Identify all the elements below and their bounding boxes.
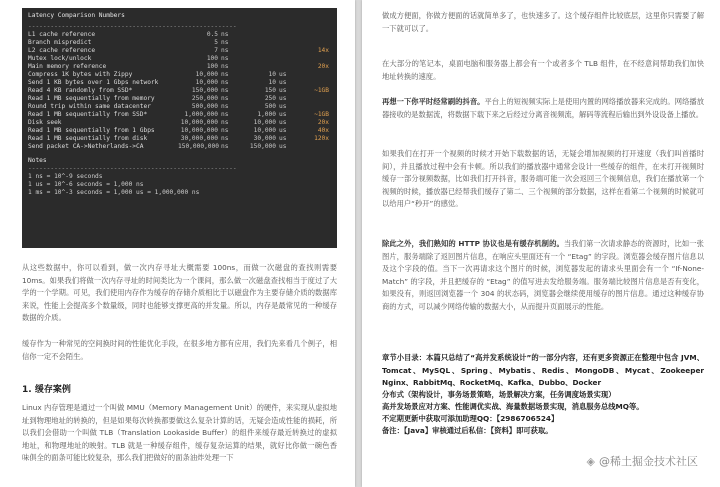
latency-ns-value: 0.5	[206, 31, 218, 38]
watermark	[587, 453, 698, 469]
latency-note	[293, 39, 329, 47]
latency-label: Round trip within same datacenter	[28, 103, 151, 110]
latency-ns-unit: ns	[221, 135, 229, 142]
latency-us-value: 150	[264, 87, 276, 94]
latency-note	[293, 143, 329, 151]
latency-us-unit: us	[279, 79, 287, 86]
latency-ns-unit: ns	[221, 47, 229, 54]
latency-us-unit: us	[279, 119, 287, 126]
notes-title: Notes	[28, 157, 47, 164]
latency-label: Main memory reference	[28, 63, 107, 70]
right-paragraph-8: 高并发场景应对方案、性能调优实战、海量数据场景实现，消息服务总线MQ等。	[382, 402, 644, 411]
latency-us-unit: us	[279, 71, 287, 78]
latency-label: Mutex lock/unlock	[28, 55, 92, 62]
section-heading: 1. 缓存案例	[22, 385, 71, 395]
right-paragraph-5	[382, 238, 704, 313]
latency-ns-value: 150,000	[191, 87, 218, 94]
latency-us-value	[241, 31, 276, 39]
latency-ns-value: 10,000,000	[180, 119, 218, 126]
latency-us-unit: us	[279, 95, 287, 102]
latency-ns-value: 100	[206, 63, 218, 70]
http-text: 当我们第一次请求静态的资源时，比如一张图片，服务端除了返回图片信息，在响应头里面还有一个 “Etag” 的字段。浏览器会缓存图片信息以及这个字段的值。当下一次再请求这个图片的时候，浏览器发起的请求头里面会有一个 “If-None-Match” 的字段，并且把缓存的 “Etag” 的值写进去发给服务端。服务端比较图片信息是否有变化，如果没有，则返回浏览器一个 304 的状态码，浏览器会继续使用缓存的图片信息。通过这种缓存协商的方式，可以减少网络传输的数据大小，从而提升页面展示的性能。	[382, 239, 704, 311]
latency-ns-value: 250,000	[191, 95, 218, 102]
latency-note: ~1GB	[314, 111, 329, 118]
right-paragraph-3	[382, 96, 704, 121]
latency-us-value	[241, 47, 276, 55]
latency-us-unit: us	[279, 111, 287, 118]
latency-ns-unit: ns	[221, 79, 229, 86]
latency-ns-value: 500,000	[191, 103, 218, 110]
latency-row	[28, 55, 331, 63]
latency-note	[293, 31, 329, 39]
latency-us-value: 250	[264, 95, 276, 102]
latency-us-value	[241, 39, 276, 47]
latency-us-unit: us	[279, 135, 287, 142]
latency-row	[28, 71, 331, 79]
left-paragraph-2: 缓存作为一种常见的空间换时间的性能优化手段，在很多地方都有应用，我们先来看几个例子，相信你一定不会陌生。	[22, 339, 337, 361]
latency-note: 120x	[314, 135, 329, 142]
right-paragraph-9: 不定期更新中获取可添加助理QQ：【2986706524】	[382, 414, 559, 423]
latency-us-unit: us	[279, 127, 287, 134]
latency-label: Send 1 KB bytes over 1 Gbps network	[28, 79, 159, 86]
code-title: Latency Comparison Numbers	[28, 12, 125, 19]
latency-row	[28, 31, 331, 39]
latency-ns-value: 5	[214, 39, 218, 46]
code-separator: --------------------------------------------------------	[28, 23, 237, 30]
latency-note: 20x	[317, 63, 329, 70]
latency-label: L1 cache reference	[28, 31, 96, 38]
watermark-text: @稀土掘金技术社区	[599, 455, 698, 468]
http-highlight: 除此之外，我们熟知的 HTTP 协议也是有缓存机制的。	[382, 239, 564, 248]
latency-us-value: 150,000	[249, 143, 276, 150]
latency-ns-unit: ns	[221, 55, 229, 62]
latency-label: Disk seek	[28, 119, 62, 126]
latency-us-unit	[276, 47, 293, 55]
latency-label: Branch mispredict	[28, 39, 92, 46]
right-paragraph-10: 备注：【Java】审核通过后私信：【资料】即可获取。	[382, 426, 553, 435]
latency-us-unit	[276, 55, 293, 63]
right-paragraph-1: 做成方便面，你做方便面的话就简单多了，也快速多了。这个缓存组件比较底层，这里你只需要了解一下就可以了。	[382, 11, 704, 33]
note-line: 1 us = 10^-6 seconds = 1,000 ns	[28, 181, 144, 188]
latency-row	[28, 135, 331, 143]
latency-ns-unit: ns	[221, 127, 229, 134]
latency-table	[28, 31, 331, 151]
latency-note: 40x	[317, 127, 329, 134]
latency-ns-value: 100	[206, 55, 218, 62]
notes-separator: --------------------------------------------------------	[28, 165, 237, 172]
latency-label: Read 1 MB sequentially from disk	[28, 135, 148, 142]
latency-ns-unit: ns	[221, 111, 229, 118]
latency-row	[28, 103, 331, 111]
latency-ns-value: 7	[214, 47, 218, 54]
latency-us-value: 30,000	[253, 135, 276, 142]
right-paragraph-7: 分布式（架构设计，事务场景策略，场景解决方案，任务调度场景实现）	[382, 390, 616, 399]
latency-row	[28, 111, 331, 119]
latency-ns-unit: ns	[221, 119, 229, 126]
latency-ns-value: 30,000,000	[180, 135, 218, 142]
latency-row	[28, 143, 331, 151]
right-page	[362, 0, 720, 487]
latency-us-unit	[276, 31, 293, 39]
latency-note: ~1GB	[314, 87, 329, 94]
latency-us-unit: us	[279, 87, 287, 94]
douyin-text: 平台上的短视频实际上是使用内置的网络播放器来完成的。网络播放器接收的是数据流，将数据下载下来之后经过分离音视频流，解码等流程后输出到外设设备上播放。	[382, 97, 705, 119]
latency-us-value: 500	[264, 103, 276, 110]
latency-label: Send packet CA->Netherlands->CA	[28, 143, 144, 150]
juejin-logo-icon: ◈	[586, 454, 595, 468]
latency-code-block	[22, 8, 337, 248]
latency-ns-unit: ns	[221, 87, 229, 94]
latency-ns-value: 1,000,000	[184, 111, 218, 118]
latency-ns-value: 10,000	[195, 79, 218, 86]
right-paragraph-6: 章节小目录：本篇只总结了“高并发系统设计”的一部分内容，还有更多资源正在整理中包含 JVM、Tomcat、MySQL、Spring、Mybatis、Redis、MongoDB、Mycat、Zookeeper Nginx、RabbitMq、RocketMq、Kafka、Dubbo、Docker	[382, 353, 704, 387]
latency-ns-value: 10,000	[195, 71, 218, 78]
latency-row	[28, 63, 331, 71]
latency-row	[28, 87, 331, 95]
latency-label: Read 4 KB randomly from SSD*	[28, 87, 133, 94]
latency-label: L2 cache reference	[28, 47, 96, 54]
latency-row	[28, 119, 331, 127]
latency-ns-value: 10,000,000	[180, 127, 218, 134]
latency-note	[293, 71, 329, 79]
latency-ns-unit: ns	[221, 63, 229, 70]
latency-row	[28, 39, 331, 47]
left-page	[0, 0, 355, 487]
latency-us-unit	[276, 39, 293, 47]
latency-note: 14x	[317, 47, 329, 54]
latency-ns-unit: ns	[221, 71, 229, 78]
note-line: 1 ns = 10^-9 seconds	[28, 173, 103, 180]
right-paragraph-4: 如果我们在打开一个视频的时候才开始下载数据的话，无疑会增加视频的打开速度（我们叫首播时间），并且播放过程中会有卡顿。所以我们的播放器中通常会设计一些缓存的组件，在未打开视频时缓存一部分视频数据，比如我们打开抖音，服务端可能一次会返回三个视频信息，我们在播放第一个视频的时候，播放器已经帮我们缓存了第二、三个视频的部分数据，这样在看第二个视频的时候就可以给用户“秒开”的感觉。	[382, 149, 704, 208]
latency-row	[28, 127, 331, 135]
latency-ns-unit: ns	[221, 103, 229, 110]
left-paragraph-3: Linux 内存管理是通过一个叫做 MMU（Memory Management Unit）的硬件，来实现从虚拟地址到物理地址的转换的，但是如果每次转换都要做这么复杂计算的话，无疑会造成性能的损耗，所以我们会借助一个叫做 TLB（Translation Lookaside Buffer）的组件来缓存最近转换过的虚拟地址，和物理地址的映射。TLB 就是一种缓存组件，缓存复杂运算的结果，就好比你做一碗色香味俱全的面条可能比较复杂，那么我们把做好的面条油炸处理一下	[22, 403, 337, 462]
latency-label: Compress 1K bytes with Zippy	[28, 71, 133, 78]
notes-list	[28, 173, 331, 197]
latency-us-unit: us	[279, 143, 287, 150]
douyin-highlight: 再想一下你平时经常刷的抖音。	[382, 97, 485, 106]
latency-note	[293, 55, 329, 63]
latency-row	[28, 95, 331, 103]
latency-us-value: 10,000	[253, 127, 276, 134]
latency-ns-unit: ns	[221, 39, 229, 46]
latency-row	[28, 47, 331, 55]
latency-note: 20x	[317, 119, 329, 126]
latency-label: Read 1 MB sequentially from memory	[28, 95, 155, 102]
note-line: 1 ms = 10^-3 seconds = 1,000 us = 1,000,000 ns	[28, 189, 200, 196]
latency-us-unit	[276, 63, 293, 71]
latency-us-value	[241, 63, 276, 71]
latency-note	[293, 103, 329, 111]
latency-ns-value: 150,000,000	[178, 143, 219, 150]
latency-us-value: 10	[268, 79, 276, 86]
latency-note	[293, 79, 329, 87]
latency-ns-unit: ns	[221, 31, 229, 38]
latency-ns-unit: ns	[221, 143, 229, 150]
latency-us-value	[241, 55, 276, 63]
latency-us-value: 1,000	[257, 111, 276, 118]
latency-label: Read 1 MB sequentially from 1 Gbps	[28, 127, 155, 134]
latency-row	[28, 79, 331, 87]
left-paragraph-1: 从这些数据中，你可以看到，做一次内存寻址大概需要 100ns，而做一次磁盘的查找则需要 10ms。如果我们将做一次内存寻址的时间类比为一个课间，那么做一次磁盘查找相当于度过了大学的一个学期。可见，我们使用内存作为缓存的存储介质相比于以磁盘作为主要存储介质的数据库来说，性能上会提高多个数量级，同时也能够支撑更高的并发量。所以，内存是最常见的一种缓存数据的介质。	[22, 263, 337, 322]
latency-us-value: 10,000	[253, 119, 276, 126]
right-paragraph-2: 在大部分的笔记本，桌面电脑和服务器上都会有一个或者多个 TLB 组件，在不经意间帮助我们加快地址转换的速度。	[382, 59, 704, 81]
latency-note	[293, 95, 329, 103]
latency-us-unit: us	[279, 103, 287, 110]
latency-ns-unit: ns	[221, 95, 229, 102]
latency-us-value: 10	[268, 71, 276, 78]
latency-label: Read 1 MB sequentially from SSD*	[28, 111, 148, 118]
